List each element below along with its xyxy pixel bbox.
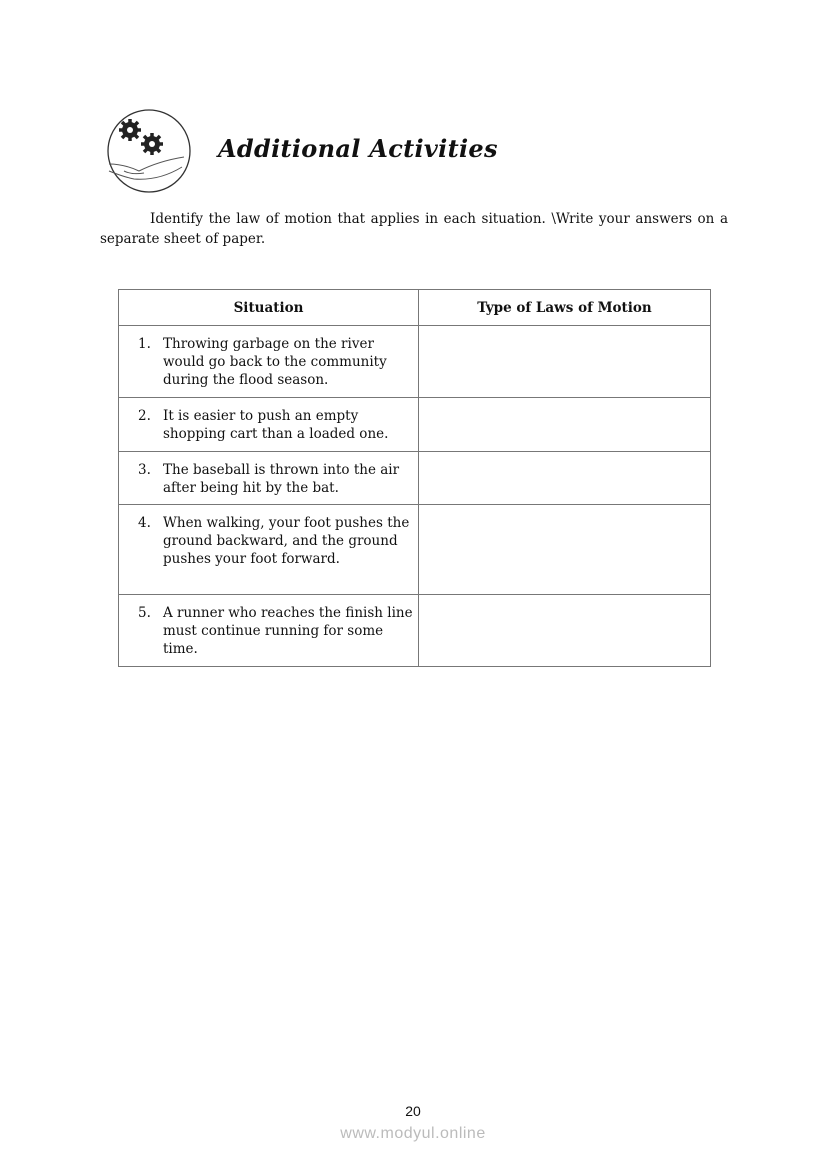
table-row [119, 505, 711, 595]
item-number: 2. [138, 408, 151, 424]
answer-cell[interactable] [419, 326, 711, 398]
answer-cell[interactable] [419, 505, 711, 595]
instructions-text: Identify the law of motion that applies in each situation. \Write your answers on a separate sheet of paper. [100, 211, 728, 247]
situation-text: The baseball is thrown into the air after being hit by the bat. [163, 462, 400, 496]
item-number: 5. [138, 605, 151, 621]
table-row [119, 595, 711, 667]
header-situation: Situation [119, 290, 419, 326]
situation-text: When walking, your foot pushes the ground backward, and the ground pushes your foot forward. [163, 515, 410, 567]
situation-text: It is easier to push an empty shopping cart than a loaded one. [163, 408, 389, 442]
situation-text: A runner who reaches the finish line must continue running for some time. [163, 605, 413, 657]
answer-cell[interactable] [419, 452, 711, 505]
situation-text: Throwing garbage on the river would go back to the community during the flood season. [163, 336, 387, 388]
table-row [119, 398, 711, 452]
answer-cell[interactable] [419, 398, 711, 452]
table-row [119, 452, 711, 505]
table-row [119, 326, 711, 398]
item-number: 3. [138, 462, 151, 478]
item-number: 4. [138, 515, 151, 531]
page-title: Additional Activities [218, 134, 498, 163]
activity-table [118, 289, 711, 667]
table-header-row [119, 290, 711, 326]
watermark: www.modyul.online [340, 1125, 486, 1142]
item-number: 1. [138, 336, 151, 352]
instructions [100, 209, 728, 249]
header-type-of-law: Type of Laws of Motion [419, 290, 711, 326]
page-number: 20 [405, 1103, 421, 1119]
gears-in-hand-icon [104, 109, 194, 193]
answer-cell[interactable] [419, 595, 711, 667]
